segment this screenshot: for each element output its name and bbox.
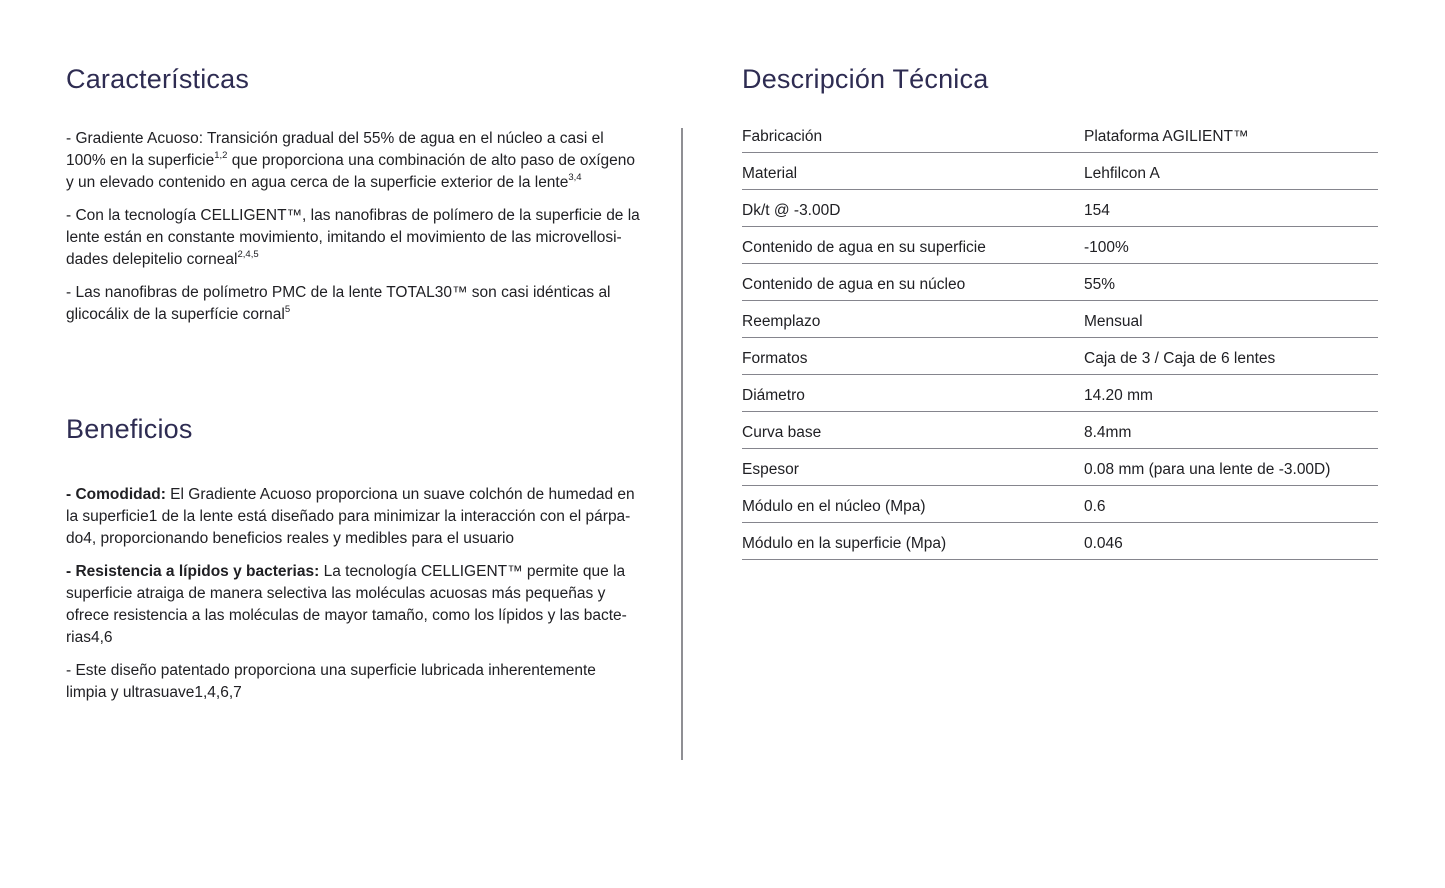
caracteristicas-section <box>66 62 651 326</box>
text-line <box>66 605 651 627</box>
paragraph <box>66 128 651 194</box>
text-line <box>66 561 651 583</box>
text-segment: que proporciona una combinación de alto paso de oxígeno <box>227 152 636 169</box>
text-segment: El Gradiente Acuoso proporciona un suave colchón de humedad en <box>165 486 635 503</box>
spec-row <box>742 412 1378 449</box>
spec-label: Material <box>742 164 798 182</box>
spec-value: 0.6 <box>1084 497 1106 515</box>
paragraph <box>66 205 651 271</box>
spec-row <box>742 375 1378 412</box>
text-segment: rias4,6 <box>66 629 113 646</box>
spec-row <box>742 116 1378 153</box>
spec-row <box>742 338 1378 375</box>
spec-label: Módulo en el núcleo (Mpa) <box>742 497 926 515</box>
paragraph <box>66 282 651 326</box>
text-line <box>66 150 651 172</box>
text-segment: - Este diseño patentado proporciona una superficie lubricada inherentemente <box>66 662 596 679</box>
beneficios-section <box>66 412 651 704</box>
text-line <box>66 282 651 304</box>
spec-value: Lehfilcon A <box>1084 164 1160 182</box>
spec-value: 55% <box>1084 275 1116 293</box>
spec-label: Reemplazo <box>742 312 821 330</box>
spec-value: 0.08 mm (para una lente de -3.00D) <box>1084 460 1331 478</box>
spec-row <box>742 523 1378 560</box>
text-segment: la superficie1 de la lente está diseñado para minimizar la interacción con el párpa- <box>66 508 631 525</box>
spec-value: 0.046 <box>1084 534 1123 552</box>
spec-row <box>742 486 1378 523</box>
spec-label: Dk/t @ -3.00D <box>742 201 841 219</box>
spec-label: Formatos <box>742 349 808 367</box>
text-line <box>66 484 651 506</box>
caracteristicas-paragraphs <box>66 128 651 326</box>
text-line <box>66 227 651 249</box>
left-column <box>66 62 651 715</box>
text-segment: 100% en la superficie <box>66 152 215 169</box>
text-segment: - Gradiente Acuoso: Transición gradual del 55% de agua en el núcleo a casi el <box>66 130 604 147</box>
reference-superscript: 2,4,5 <box>237 248 259 260</box>
spec-value: Caja de 3 / Caja de 6 lentes <box>1084 349 1276 367</box>
technical-spec-table <box>742 116 1378 560</box>
spec-value: Plataforma AGILIENT™ <box>1084 127 1249 145</box>
text-segment: La tecnología CELLIGENT™ permite que la <box>319 563 626 580</box>
spec-value: 154 <box>1084 201 1110 219</box>
spec-label: Módulo en la superficie (Mpa) <box>742 534 947 552</box>
text-segment: - Resistencia a lípidos y bacterias: <box>66 563 320 580</box>
text-line <box>66 506 651 528</box>
text-line <box>66 172 651 194</box>
text-segment: lente están en constante movimiento, imitando el movimiento de las microvellosi- <box>66 229 622 246</box>
right-column <box>742 62 1378 560</box>
reference-superscript: 5 <box>284 303 291 315</box>
text-line <box>66 304 651 326</box>
spec-row <box>742 153 1378 190</box>
spec-value: 8.4mm <box>1084 423 1132 441</box>
spec-row <box>742 449 1378 486</box>
text-segment: ofrece resistencia a las moléculas de mayor tamaño, como los lípidos y las bacte- <box>66 607 627 624</box>
text-line <box>66 682 651 704</box>
text-segment: dades delepitelio corneal <box>66 251 238 268</box>
spec-label: Diámetro <box>742 386 805 404</box>
text-segment: - Las nanofibras de polímetro PMC de la lente TOTAL30™ son casi idénticas al <box>66 284 611 301</box>
spec-label: Fabricación <box>742 127 823 145</box>
spec-value: -100% <box>1084 238 1129 256</box>
paragraph <box>66 660 651 704</box>
spec-row <box>742 190 1378 227</box>
beneficios-paragraphs <box>66 484 651 704</box>
column-divider <box>681 128 683 760</box>
spec-label: Contenido de agua en su núcleo <box>742 275 966 293</box>
spec-label: Curva base <box>742 423 822 441</box>
text-segment: superficie atraiga de manera selectiva las moléculas acuosas más pequeñas y <box>66 585 606 602</box>
text-line <box>66 627 651 649</box>
text-line <box>66 249 651 271</box>
beneficios-heading: Beneficios <box>66 414 193 444</box>
text-segment: - Comodidad: <box>66 486 166 503</box>
text-segment: do4, proporcionando beneficios reales y medibles para el usuario <box>66 530 515 547</box>
spec-row <box>742 301 1378 338</box>
text-segment: y un elevado contenido en agua cerca de la superficie exterior de la lente <box>66 174 569 191</box>
descripcion-tecnica-heading: Descripción Técnica <box>742 64 989 94</box>
text-line <box>66 583 651 605</box>
spec-value: Mensual <box>1084 312 1143 330</box>
text-line <box>66 528 651 550</box>
spec-row <box>742 227 1378 264</box>
spec-value: 14.20 mm <box>1084 386 1153 404</box>
paragraph <box>66 484 651 550</box>
text-line <box>66 128 651 150</box>
caracteristicas-heading: Características <box>66 64 250 94</box>
reference-superscript: 1,2 <box>214 149 228 161</box>
text-segment: limpia y ultrasuave1,4,6,7 <box>66 684 242 701</box>
text-segment: glicocálix de la superfície cornal <box>66 306 285 323</box>
paragraph <box>66 561 651 649</box>
spec-label: Contenido de agua en su superficie <box>742 238 986 256</box>
reference-superscript: 3,4 <box>568 171 582 183</box>
spec-row <box>742 264 1378 301</box>
spec-label: Espesor <box>742 460 799 478</box>
text-segment: - Con la tecnología CELLIGENT™, las nanofibras de polímero de la superficie de la <box>66 207 640 224</box>
text-line <box>66 660 651 682</box>
text-line <box>66 205 651 227</box>
